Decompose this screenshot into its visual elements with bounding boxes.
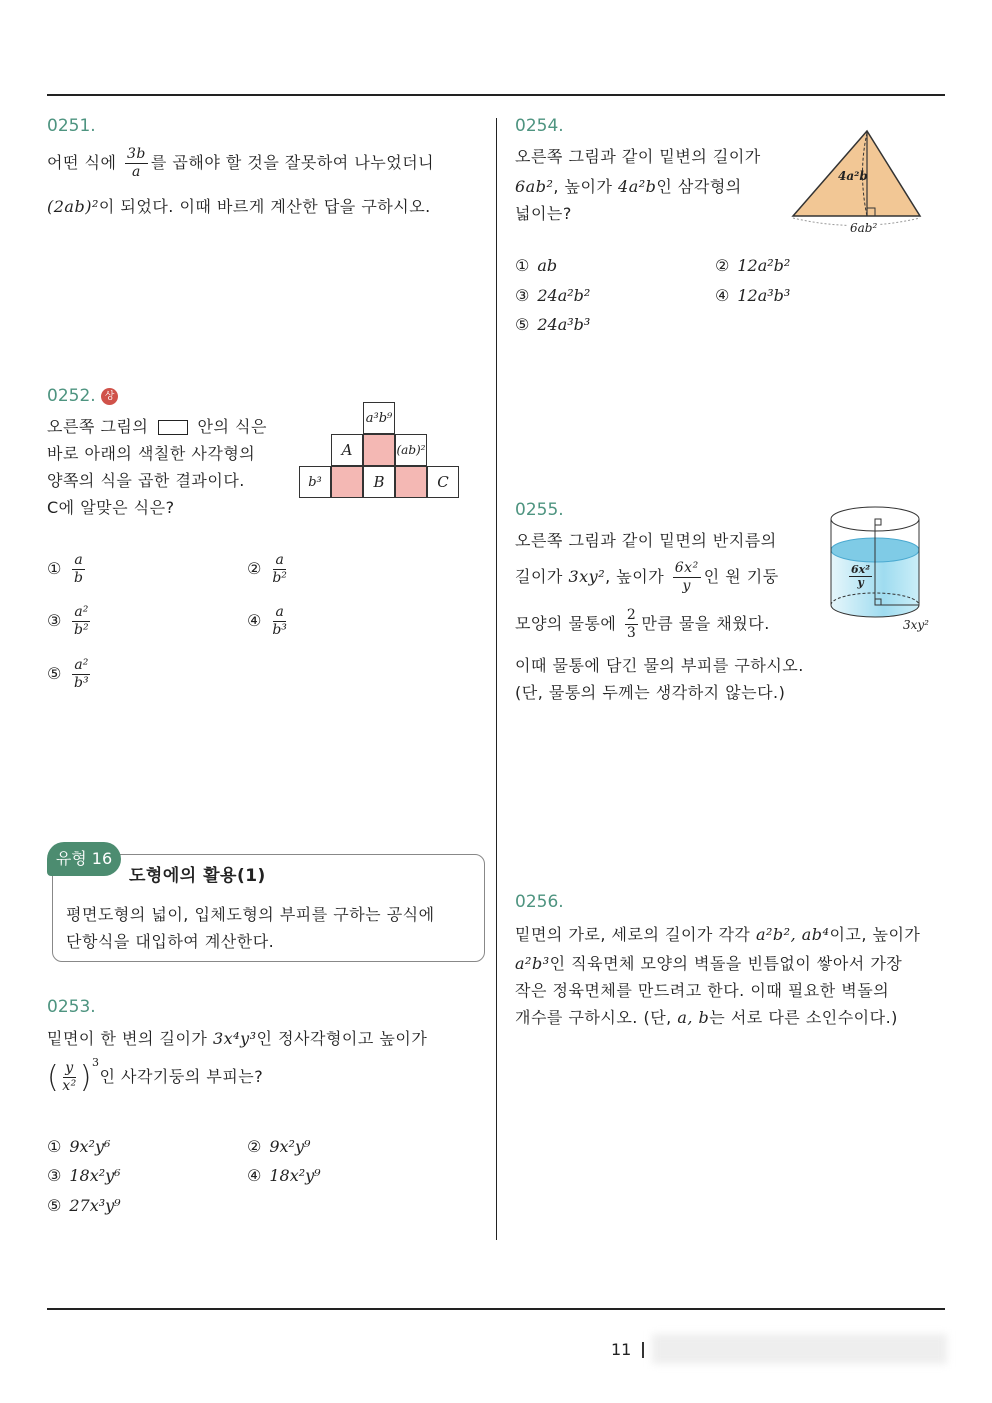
choice-mark: ⑤ <box>47 1196 62 1215</box>
problem-text: ( $\frac{y}{\text{x²}}$ )$^3$인 사각기둥의 부피는? <box>47 1056 264 1095</box>
top-rule <box>47 94 945 96</box>
number: 0252. <box>47 386 96 406</box>
problem-number: 0254. <box>515 116 564 136</box>
denominator: b² <box>74 622 89 638</box>
fraction <box>62 1060 77 1095</box>
fraction <box>125 146 148 181</box>
text: , 높이가 <box>553 177 613 196</box>
problem-text <box>47 194 431 217</box>
problem-text: 오른쪽 그림과 같이 밑변의 길이가 <box>515 147 761 166</box>
denominator: y <box>857 576 864 589</box>
option-4[interactable] <box>715 286 790 305</box>
denominator: b <box>74 570 83 586</box>
problem-text: 넓이는? <box>515 204 572 223</box>
option-1[interactable] <box>47 552 88 587</box>
option-value: 12a³b³ <box>737 286 791 305</box>
type-title: 도형에의 활용(1) <box>129 866 266 886</box>
choice-mark: ⑤ <box>47 664 62 683</box>
option-4[interactable] <box>247 1166 321 1185</box>
choice-mark: ③ <box>47 611 62 630</box>
text: 모양의 물통에 <box>515 614 617 633</box>
column-divider <box>496 118 497 1240</box>
option-3[interactable] <box>47 1166 121 1185</box>
fraction <box>72 604 90 639</box>
problem-text: 이때 물통에 담긴 물의 부피를 구하시오. <box>515 656 804 675</box>
denominator: x² <box>62 1078 77 1094</box>
text: 밑면이 한 변의 길이가 <box>47 1029 208 1048</box>
problem-text: C에 알맞은 식은? <box>47 498 175 517</box>
problem-text: 바로 아래의 색칠한 사각형의 <box>47 444 256 463</box>
math: 4a²b <box>618 177 657 196</box>
denominator: y <box>682 578 691 594</box>
cell-shaded <box>331 466 363 498</box>
option-value: 24a³b³ <box>537 315 591 334</box>
text: 밑면의 가로, 세로의 길이가 각각 <box>515 925 751 944</box>
footer-separator <box>642 1342 644 1358</box>
option-value: 18x²y⁶ <box>69 1166 121 1185</box>
math: 6ab² <box>515 177 554 196</box>
numerator: 3b <box>127 146 146 162</box>
cell-b3: b³ <box>299 466 331 498</box>
problem-number: 0255. <box>515 500 564 520</box>
cell-ab2: (ab)² <box>395 434 427 466</box>
text: 만큼 물을 채웠다. <box>641 614 770 633</box>
problem-number: 0251. <box>47 116 96 136</box>
option-value: 12a²b² <box>737 256 791 275</box>
option-value: 18x²y⁹ <box>269 1166 321 1185</box>
fraction <box>849 564 872 589</box>
text: 인 직육면체 모양의 벽돌을 빈틈없이 쌓아서 가장 <box>549 954 903 973</box>
choice-mark: ① <box>47 1137 62 1156</box>
choice-mark: ⑤ <box>515 315 530 334</box>
text: 인 삼각형의 <box>656 177 742 196</box>
text: 길이가 <box>515 567 563 586</box>
option-value: 9x²y⁶ <box>69 1137 111 1156</box>
problem-number <box>47 386 118 406</box>
fraction <box>72 552 84 587</box>
math: (2ab)² <box>47 197 99 216</box>
blurred-footer-text <box>652 1334 947 1364</box>
numerator: a² <box>74 657 89 673</box>
page-number: 11 <box>611 1340 632 1359</box>
denominator: b³ <box>272 622 287 638</box>
option-value: ab <box>537 256 558 275</box>
numerator: 6x² <box>674 560 699 576</box>
text: 어떤 식에 <box>47 153 117 172</box>
bottom-rule <box>47 1308 945 1310</box>
difficulty-badge: 상 <box>101 388 118 405</box>
cylinder-radius-label: 3xy² <box>903 618 929 632</box>
option-5[interactable] <box>47 657 93 692</box>
text: 인 사각기둥의 부피는? <box>99 1067 264 1086</box>
option-1[interactable] <box>47 1137 110 1156</box>
box-icon <box>158 420 188 435</box>
problem-text <box>515 607 770 642</box>
type-desc: 평면도형의 넓이, 입체도형의 부피를 구하는 공식에 <box>66 905 435 924</box>
option-2[interactable] <box>715 256 790 275</box>
cylinder-figure <box>828 505 923 625</box>
choice-mark: ① <box>47 559 62 578</box>
choice-mark: ③ <box>515 286 530 305</box>
denominator: b² <box>272 570 287 586</box>
type-desc: 단항식을 대입하여 계산한다. <box>66 932 275 951</box>
fraction <box>272 552 287 587</box>
option-2[interactable] <box>247 552 290 587</box>
cell-c: C <box>427 466 459 498</box>
problem-number: 0256. <box>515 892 564 912</box>
cell-shaded <box>395 466 427 498</box>
problem-text: 작은 정육면체를 만드려고 한다. 이때 필요한 벽돌의 <box>515 981 890 1000</box>
math: a, b <box>677 1008 710 1027</box>
text: , 높이가 <box>605 567 665 586</box>
text: 는 서로 다른 소인수이다.) <box>709 1008 898 1027</box>
option-value: 9x²y⁹ <box>269 1137 311 1156</box>
choice-mark: ① <box>515 256 530 275</box>
option-5[interactable] <box>515 315 590 334</box>
numerator: 6x² <box>851 563 871 576</box>
option-1[interactable] <box>515 256 557 275</box>
option-3[interactable] <box>47 604 93 639</box>
fraction <box>625 607 638 642</box>
problem-text: (단, 물통의 두께는 생각하지 않는다.) <box>515 683 786 702</box>
option-4[interactable] <box>247 604 290 639</box>
choice-mark: ③ <box>47 1166 62 1185</box>
text: 오른쪽 그림의 <box>47 417 149 436</box>
problem-text <box>515 560 779 595</box>
fraction <box>72 657 90 692</box>
math: a²b², ab⁴ <box>755 925 830 944</box>
text: 안의 식은 <box>197 417 267 436</box>
choice-mark: ② <box>715 256 730 275</box>
text: 개수를 구하시오. (단, <box>515 1008 672 1027</box>
problem-text <box>47 146 434 181</box>
problem-text <box>515 922 920 945</box>
fraction <box>673 560 701 595</box>
choice-mark: ④ <box>247 1166 262 1185</box>
option-2[interactable] <box>247 1137 310 1156</box>
text: 인 원 기둥 <box>703 567 779 586</box>
cell-a: A <box>331 434 363 466</box>
choice-mark: ② <box>247 559 262 578</box>
cell-top: a³b⁹ <box>363 402 395 434</box>
problem-text: 양쪽의 식을 곱한 결과이다. <box>47 471 245 490</box>
problem-text: 오른쪽 그림과 같이 밑면의 반지름의 <box>515 531 777 550</box>
denominator: b³ <box>74 675 89 691</box>
numerator: a <box>275 604 284 620</box>
problem-text <box>515 1005 898 1028</box>
problem-number: 0253. <box>47 997 96 1017</box>
denominator: 3 <box>626 625 637 641</box>
choice-mark: ② <box>247 1137 262 1156</box>
text: 이 되었다. 이때 바르게 계산한 답을 구하시오. <box>98 197 431 216</box>
cylinder-height-label <box>846 564 875 589</box>
numerator: a <box>275 552 284 568</box>
type-badge: 유형 16 <box>47 842 121 876</box>
option-3[interactable] <box>515 286 590 305</box>
choice-mark: ④ <box>715 286 730 305</box>
fraction <box>272 604 287 639</box>
text: 를 곱해야 할 것을 잘못하여 나누었더니 <box>150 153 435 172</box>
problem-text <box>515 174 742 197</box>
triangle-base-label: 6ab² <box>850 221 878 235</box>
numerator: 2 <box>626 607 637 623</box>
option-5[interactable] <box>47 1196 121 1215</box>
numerator: a <box>74 552 83 568</box>
choice-mark: ④ <box>247 611 262 630</box>
text: 인 정사각형이고 높이가 <box>256 1029 428 1048</box>
cell-shaded <box>363 434 395 466</box>
problem-text <box>515 951 902 974</box>
numerator: y <box>65 1060 74 1076</box>
cell-b: B <box>363 466 395 498</box>
math: 3xy² <box>568 567 606 586</box>
text: 이고, 높이가 <box>829 925 921 944</box>
problem-text <box>47 1026 427 1049</box>
problem-text <box>47 414 267 437</box>
triangle-height-label: 4a²b <box>838 169 868 183</box>
math: 3x⁴y³ <box>212 1029 257 1048</box>
option-value: 27x³y⁹ <box>69 1196 121 1215</box>
numerator: a² <box>74 604 89 620</box>
option-value: 24a²b² <box>537 286 591 305</box>
exponent: 3 <box>91 1056 100 1069</box>
math: a²b³ <box>515 954 550 973</box>
denominator: a <box>132 164 141 180</box>
